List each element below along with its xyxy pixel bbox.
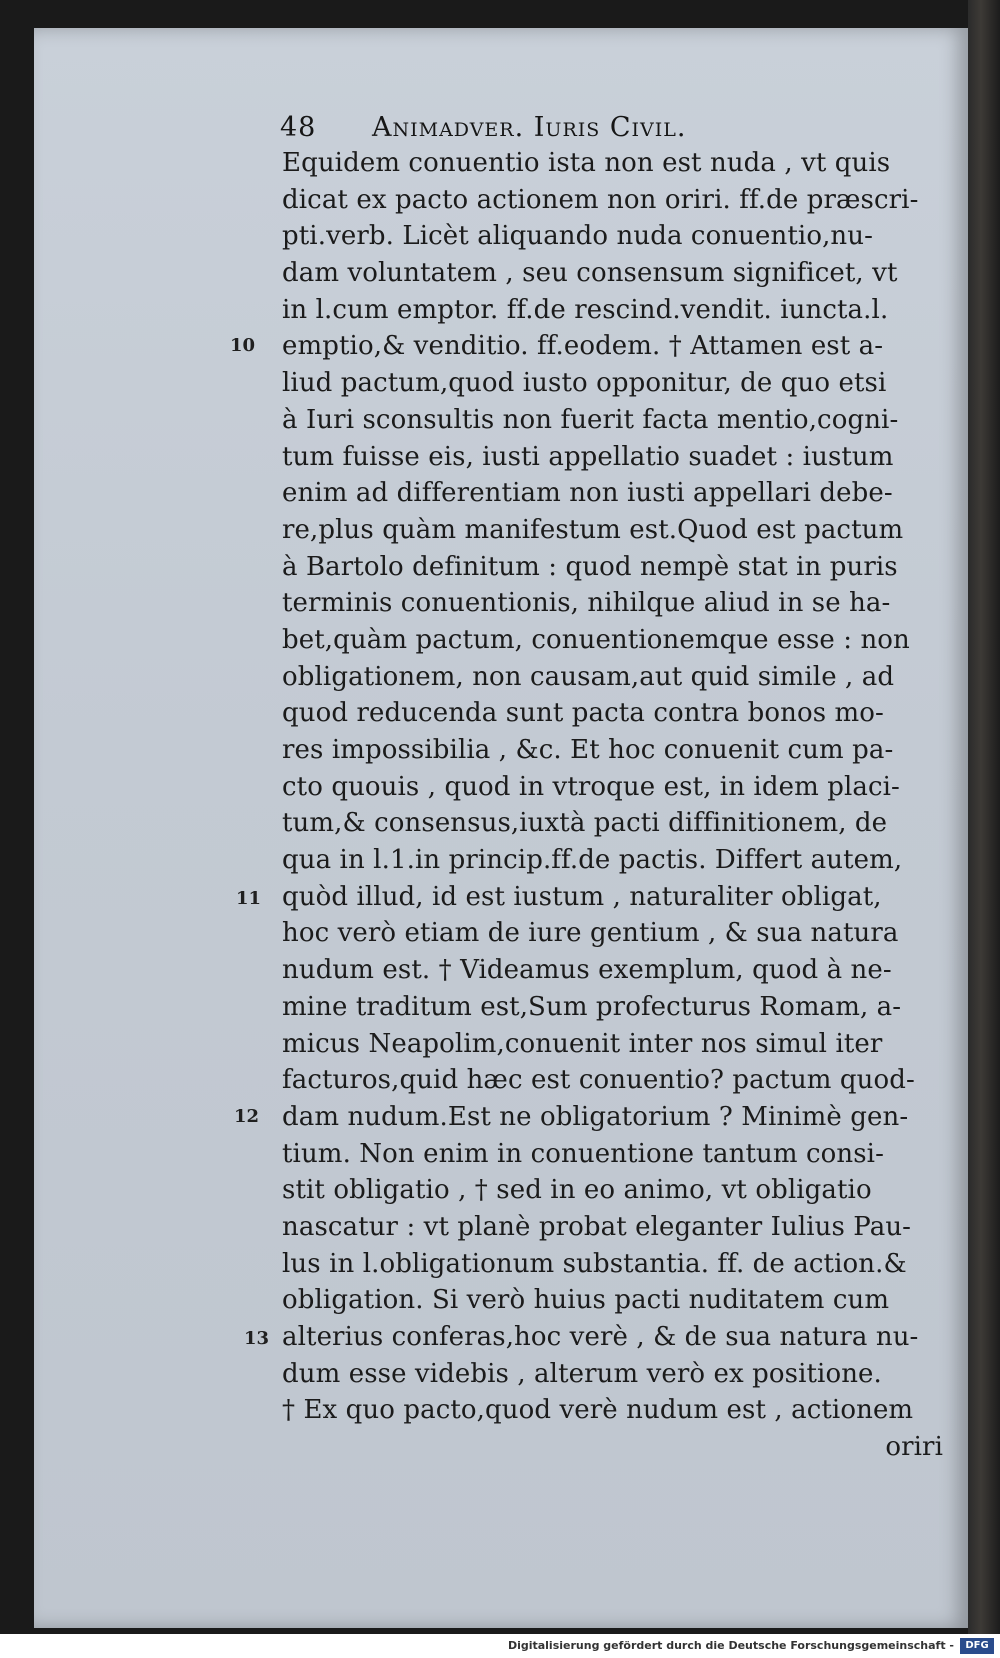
text-line: re,plus quàm manifestum est.Quod est pactum (282, 514, 904, 545)
text-line: cto quouis , quod in vtroque est, in idem placi- (282, 771, 900, 802)
text-line: terminis conuentionis, nihilque aliud in se ha- (282, 588, 891, 619)
footer-bar (0, 1634, 1000, 1658)
footer-credit: Digitalisierung gefördert durch die Deutsche Forschungsgemeinschaft - (507, 1639, 954, 1652)
text-line: hoc verò etiam de iure gentium , & sua natura (282, 918, 899, 949)
text-line: lus in l.obligationum substantia. ff. de action.& (282, 1248, 907, 1279)
text-line: dam voluntatem , seu consensum significet, vt (282, 258, 898, 289)
text-line: res impossibilia , &c. Et hoc conuenit cum pa- (282, 735, 894, 765)
text-line: tium. Non enim in conuentione tantum consi- (282, 1138, 884, 1169)
text-line: Equidem conuentio ista non est nuda , vt quis (282, 148, 891, 178)
text-line: à Bartolo definitum : quod nempè stat in puris (282, 551, 898, 582)
text-line: facturos,quid hæc est conuentio? pactum quod- (282, 1065, 915, 1096)
text-line: stit obligatio , † sed in eo animo, vt obligatio (282, 1175, 872, 1206)
text-line: enim ad differentiam non iusti appellari debe- (282, 478, 893, 509)
text-line: micus Neapolim,conuenit inter nos simul iter (282, 1028, 883, 1059)
text-line: dum esse videbis , alterum verò ex positione. (282, 1358, 882, 1389)
text-line: emptio,& venditio. ff.eodem. † Attamen est a- (282, 331, 884, 362)
running-title: Animadver. Iuris Civil. (372, 112, 687, 143)
text-line: alterius conferas,hoc verè , & de sua natura nu- (282, 1322, 919, 1352)
margin-number-11: 11 (236, 888, 262, 909)
margin-number-13: 13 (244, 1328, 270, 1349)
text-line: tum fuisse eis, iusti appellatio suadet : iustum (282, 441, 894, 472)
text-line: dam nudum.Est ne obligatorium ? Minimè gen- (282, 1101, 909, 1132)
text-line: in l.cum emptor. ff.de rescind.vendit. iuncta.l. (282, 294, 889, 325)
text-line: obligationem, non causam,aut quid simile , ad (282, 661, 895, 692)
margin-number-10: 10 (230, 335, 256, 356)
text-line: à Iuri sconsultis non fuerit facta mentio,cogni- (282, 404, 899, 435)
text-line: bet,quàm pactum, conuentionemque esse : non (282, 624, 910, 655)
text-line: nascatur : vt planè probat eleganter Iulius Pau- (282, 1211, 912, 1242)
text-line: quòd illud, id est iustum , naturaliter obligat, (282, 881, 882, 912)
text-line: quod reducenda sunt pacta contra bonos mo- (282, 698, 884, 729)
catchword: oriri (885, 1432, 943, 1463)
text-line: tum,& consensus,iuxtà pacti diffinitionem, de (282, 808, 888, 839)
margin-number-12: 12 (234, 1106, 260, 1127)
text-line: † Ex quo pacto,quod verè nudum est , actionem (282, 1395, 914, 1426)
body-text (282, 145, 977, 1466)
text-line: qua in l.1.in princip.ff.de pactis. Differt autem, (282, 845, 903, 876)
text-line: pti.verb. Licèt aliquando nuda conuentio,nu- (282, 221, 874, 252)
page-number: 48 (280, 112, 317, 143)
text-line: nudum est. † Videamus exemplum, quod à ne- (282, 955, 892, 986)
dfg-logo: DFG (960, 1638, 994, 1654)
text-line: liud pactum,quod iusto opponitur, de quo etsi (282, 368, 887, 399)
text-line: dicat ex pacto actionem non oriri. ff.de præscri- (282, 184, 919, 215)
text-line: mine traditum est,Sum profecturus Romam, a- (282, 991, 902, 1022)
text-line: obligation. Si verò huius pacti nuditatem cum (282, 1285, 890, 1316)
